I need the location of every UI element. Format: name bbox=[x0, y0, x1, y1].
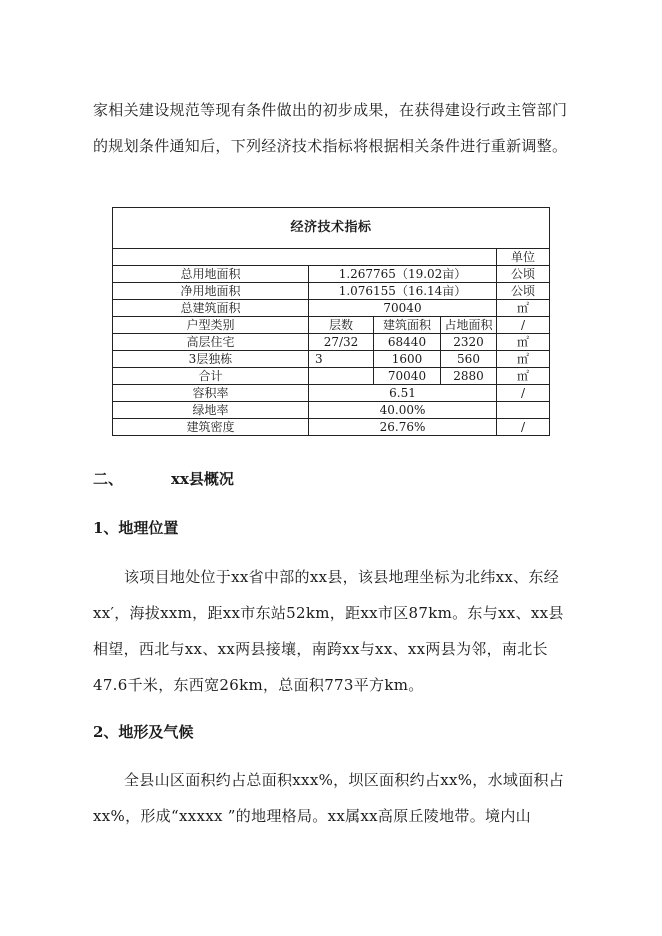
land-header: 占地面积 bbox=[441, 317, 497, 334]
subsection-heading-location: 1、地理位置 bbox=[93, 519, 179, 537]
section-title: xx县概况 bbox=[171, 470, 234, 488]
intro-paragraph: 家相关建设规范等现有条件做出的初步成果，在获得建设行政主管部门的规划条件通知后，下列经济技术指标将根据相关条件进行重新调整。 bbox=[93, 101, 568, 155]
unit-header: 单位 bbox=[497, 249, 550, 266]
row-label: 建筑密度 bbox=[113, 419, 309, 436]
table-title: 经济技术指标 bbox=[113, 208, 550, 249]
row-value: 40.00% bbox=[309, 402, 497, 419]
row-value: 70040 bbox=[309, 300, 497, 317]
location-paragraph: 该项目地处位于xx省中部的xx县，该县地理坐标为北纬xx、东经xx′，海拔xxm，距xx市东站52km，距xx市区87km。东与xx、xx县相望，西北与xx、xx两县接壤，南跨xx与xx、xx两县为邻，南北长47.6千米，东西宽26km，总面积773平方km。 bbox=[93, 568, 564, 694]
table-row bbox=[113, 385, 550, 402]
row-area: 70040 bbox=[374, 368, 441, 385]
table-row bbox=[113, 249, 550, 266]
type-header-unit: / bbox=[497, 317, 550, 334]
row-unit: ㎡ bbox=[497, 334, 550, 351]
row-floors: 27/32 bbox=[309, 334, 374, 351]
floors-header: 层数 bbox=[309, 317, 374, 334]
table-row bbox=[113, 351, 550, 368]
subsection-heading-terrain: 2、地形及气候 bbox=[93, 723, 194, 741]
table-row bbox=[113, 419, 550, 436]
table-row bbox=[113, 283, 550, 300]
row-area: 68440 bbox=[374, 334, 441, 351]
row-unit: ㎡ bbox=[497, 351, 550, 368]
area-header: 建筑面积 bbox=[374, 317, 441, 334]
terrain-paragraph: 全县山区面积约占总面积xxx%，坝区面积约占xx%，水域面积占xx%，形成“xxxxx ”的地理格局。xx属xx高原丘陵地带。境内山 bbox=[93, 771, 565, 825]
row-unit: ㎡ bbox=[497, 300, 550, 317]
row-value: 26.76% bbox=[309, 419, 497, 436]
table-row bbox=[113, 402, 550, 419]
row-unit bbox=[497, 402, 550, 419]
table-title-row bbox=[113, 208, 550, 249]
table-header-row bbox=[113, 317, 550, 334]
row-land: 560 bbox=[441, 351, 497, 368]
table-cell bbox=[113, 249, 497, 266]
row-floors bbox=[309, 368, 374, 385]
row-unit: / bbox=[497, 419, 550, 436]
table-row bbox=[113, 266, 550, 283]
row-floors: 3 bbox=[309, 351, 374, 368]
economic-indicators-table bbox=[112, 207, 550, 436]
section-heading bbox=[93, 469, 234, 489]
table-row bbox=[113, 300, 550, 317]
row-unit: 公顷 bbox=[497, 266, 550, 283]
row-unit: ㎡ bbox=[497, 368, 550, 385]
row-label: 净用地面积 bbox=[113, 283, 309, 300]
row-label: 合计 bbox=[113, 368, 309, 385]
row-unit: 公顷 bbox=[497, 283, 550, 300]
section-number: 二、 bbox=[93, 470, 124, 488]
row-land: 2320 bbox=[441, 334, 497, 351]
row-label: 总用地面积 bbox=[113, 266, 309, 283]
row-value: 1.076155（16.14亩） bbox=[309, 283, 497, 300]
row-land: 2880 bbox=[441, 368, 497, 385]
row-label: 3层独栋 bbox=[113, 351, 309, 368]
row-label: 高层住宅 bbox=[113, 334, 309, 351]
row-value: 1.267765（19.02亩） bbox=[309, 266, 497, 283]
row-area: 1600 bbox=[374, 351, 441, 368]
row-label: 绿地率 bbox=[113, 402, 309, 419]
row-unit: / bbox=[497, 385, 550, 402]
row-label: 容积率 bbox=[113, 385, 309, 402]
type-header-label: 户型类别 bbox=[113, 317, 309, 334]
table-row bbox=[113, 368, 550, 385]
table-row bbox=[113, 334, 550, 351]
row-value: 6.51 bbox=[309, 385, 497, 402]
row-label: 总建筑面积 bbox=[113, 300, 309, 317]
